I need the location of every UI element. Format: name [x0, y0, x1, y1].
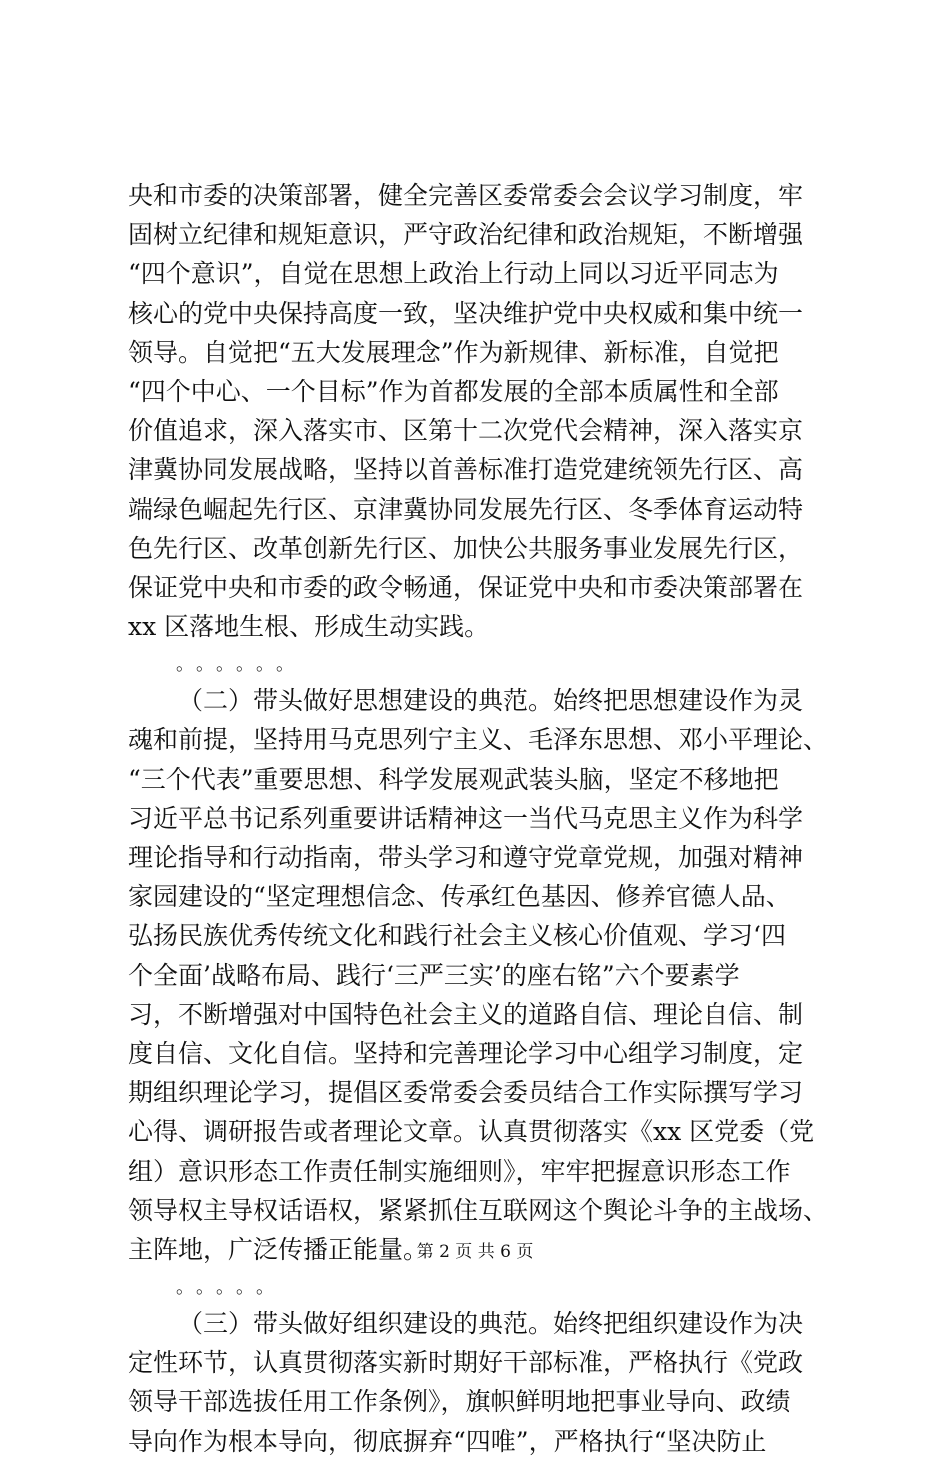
text-line: 端绿色崛起先行区、京津冀协同发展先行区、冬季体育运动特 — [128, 494, 804, 524]
text-line: 心得、调研报告或者理论文章。认真贯彻落实《xx 区党委（党 — [128, 1117, 815, 1147]
text-line: 习，不断增强对中国特色社会主义的道路自信、理论自信、制 — [128, 999, 804, 1029]
text-line: “三个代表”重要思想、科学发展观武装头脑，坚定不移地把 — [128, 764, 779, 794]
text-line: 个全面’战略布局、践行‘三严三实’的座右铭”六个要素学 — [128, 960, 740, 990]
text-line: xx 区落地生根、形成生动实践。 — [128, 612, 490, 642]
text-line: “四个中心、一个目标”作为首都发展的全部本质属性和全部 — [128, 376, 779, 406]
text-line: 弘扬民族优秀传统文化和践行社会主义核心价值观、学习‘四 — [128, 921, 786, 951]
paragraph-2 — [128, 681, 828, 1269]
paragraph-3 — [128, 1304, 828, 1461]
document-body — [128, 176, 828, 1461]
text-line: “四个意识”，自觉在思想上政治上行动上同以习近平同志为 — [128, 259, 779, 289]
text-line: 度自信、文化自信。坚持和完善理论学习中心组学习制度，定 — [128, 1038, 804, 1068]
text-line: 价值追求，深入落实市、区第十二次党代会精神，深入落实京 — [128, 416, 804, 446]
text-line: 期组织理论学习，提倡区委常委会委员结合工作实际撰写学习 — [128, 1078, 804, 1108]
text-line: 习近平总书记系列重要讲话精神这一当代马克思主义作为科学 — [128, 803, 804, 833]
text-line: 津冀协同发展战略，坚持以首善标准打造党建统领先行区、高 — [128, 455, 804, 485]
text-line: 色先行区、改革创新先行区、加快公共服务事业发展先行区， — [128, 533, 804, 563]
text-line: 组）意识形态工作责任制实施细则》，牢牢把握意识形态工作 — [128, 1156, 791, 1186]
separator-dots: 。。。。。。 — [176, 654, 305, 676]
paragraph-1 — [128, 176, 828, 646]
text-line: 领导。自觉把“五大发展理念”作为新规律、新标准，自觉把 — [128, 337, 779, 367]
text-line: 央和市委的决策部署，健全完善区委常委会会议学习制度，牢 — [128, 181, 804, 210]
text-line: 魂和前提，坚持用马克思列宁主义、毛泽东思想、邓小平理论、 — [128, 725, 828, 755]
text-line: 家园建设的“坚定理想信念、传承红色基因、修养官德人品、 — [128, 882, 791, 912]
text-line: （二）带头做好思想建设的典范。始终把思想建设作为灵 — [178, 686, 804, 716]
text-line: 领导干部选拔任用工作条例》，旗帜鲜明地把事业导向、政绩 — [128, 1387, 791, 1417]
text-line: 导向作为根本导向，彻底摒弃“四唯”，严格执行“坚决防止 — [128, 1426, 767, 1456]
text-line: 主阵地，广泛传播正能量。 — [128, 1234, 429, 1264]
text-line: 固树立纪律和规矩意识，严守政治纪律和政治规矩，不断增强 — [128, 220, 804, 250]
separator-dots: 。。。。。 — [176, 1277, 285, 1299]
text-line: 领导权主导权话语权，紧紧抓住互联网这个舆论斗争的主战场、 — [128, 1195, 828, 1225]
text-line: 核心的党中央保持高度一致，坚决维护党中央权威和集中统一 — [128, 298, 804, 328]
text-line: （三）带头做好组织建设的典范。始终把组织建设作为决 — [178, 1309, 804, 1339]
text-line: 定性环节，认真贯彻落实新时期好干部标准，严格执行《党政 — [128, 1348, 804, 1378]
page-number-footer: 第 2 页 共 6 页 — [416, 1242, 534, 1262]
text-line: 理论指导和行动指南，带头学习和遵守党章党规，加强对精神 — [128, 843, 804, 872]
text-line: 保证党中央和市委的政令畅通，保证党中央和市委决策部署在 — [128, 572, 804, 602]
